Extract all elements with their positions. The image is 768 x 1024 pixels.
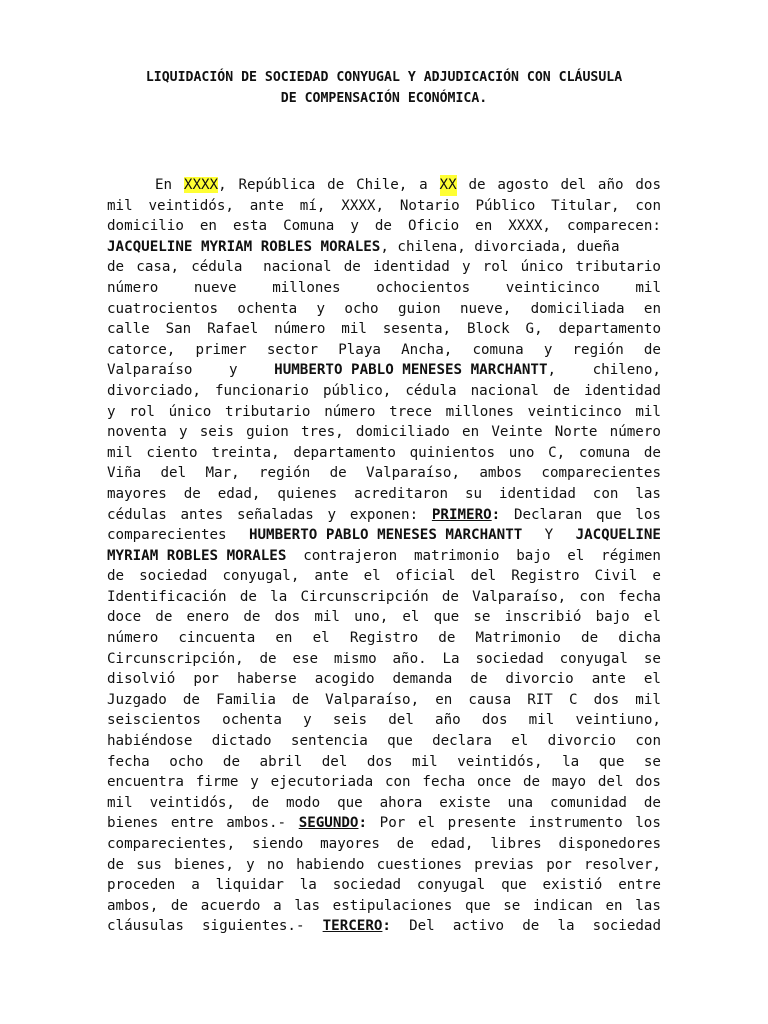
body-line: bienes entre ambos.- SEGUNDO: Por el presente instrumento los — [107, 815, 661, 832]
body-line: encuentra firme y ejecutoriada con fecha once de mayo del dos — [107, 774, 661, 791]
body-line: de sus bienes, y no habiendo cuestiones previas por resolver, — [107, 856, 661, 873]
body-line: mil ciento treinta, departamento quinientos uno C, comuna de — [107, 444, 661, 461]
body-line: mil veintidós, de modo que ahora existe una comunidad de — [107, 794, 661, 811]
clause-heading-tercero: TERCERO — [322, 918, 383, 935]
body-line: disolvió por haberse acogido demanda de divorcio ante el — [107, 671, 661, 688]
body-line: divorciado, funcionario público, cédula nacional de identidad — [107, 382, 661, 399]
body-line: ambos, de acuerdo a las estipulaciones que se indican en las — [107, 897, 661, 914]
body-line: catorce, primer sector Playa Ancha, comuna y región de — [107, 341, 661, 358]
body-line: y rol único tributario número trece millones veinticinco mil — [107, 403, 661, 420]
party-name: HUMBERTO PABLO MENESES MARCHANTT — [248, 527, 523, 544]
body-line: cláusulas siguientes.- TERCERO: Del activo de la sociedad — [107, 918, 661, 935]
party-name: JACQUELINE — [575, 527, 661, 544]
body-line: proceden a liquidar la sociedad conyugal que existió entre — [107, 877, 661, 894]
body-line: Circunscripción, de ese mismo año. La sociedad conyugal se — [107, 650, 661, 667]
body-line: habiéndose dictado sentencia que declara el divorcio con — [107, 733, 661, 750]
body-line: calle San Rafael número mil sesenta, Block G, departamento — [107, 321, 661, 338]
body-line: MYRIAM ROBLES MORALES contrajeron matrimonio bajo el régimen — [107, 546, 661, 567]
title-line-1: LIQUIDACIÓN DE SOCIEDAD CONYUGAL Y ADJUDICACIÓN CON CLÁUSULA — [145, 70, 623, 85]
body-line: domicilio en esta Comuna y de Oficio en XXXX, comparecen: — [107, 218, 661, 235]
clause-heading-primero: PRIMERO — [431, 506, 492, 523]
body-line: noventa y seis guion tres, domiciliado en Veinte Norte número — [107, 424, 661, 441]
placeholder-highlight: XXXX — [183, 177, 219, 193]
body-line: de casa, cédula nacional de identidad y rol único tributario — [107, 259, 661, 276]
party-name: JACQUELINE MYRIAM ROBLES MORALES — [107, 238, 381, 255]
party-name: MYRIAM ROBLES MORALES — [107, 547, 287, 564]
body-line: fecha ocho de abril del dos mil veintidós, la que se — [107, 753, 661, 770]
party-name: HUMBERTO PABLO MENESES MARCHANTT — [274, 362, 548, 379]
body-line: cuatrocientos ochenta y ocho guion nueve, domiciliada en — [107, 300, 661, 317]
body-line: En XXXX, República de Chile, a XX de agosto del año dos — [107, 175, 661, 196]
body-line: cédulas antes señaladas y exponen: PRIMERO: Declaran que los — [107, 506, 661, 523]
body-line: Viña del Mar, región de Valparaíso, ambos comparecientes — [107, 465, 661, 482]
body-line: de sociedad conyugal, ante el oficial del Registro Civil e — [107, 568, 661, 585]
body-line: comparecientes HUMBERTO PABLO MENESES MARCHANTT Y JACQUELINE — [107, 525, 661, 546]
body-line: comparecientes, siendo mayores de edad, libres disponedores — [107, 836, 661, 852]
body-line: Identificación de la Circunscripción de Valparaíso, con fecha — [107, 588, 661, 605]
body-line: seiscientos ochenta y seis del año dos mil veintiuno, — [107, 712, 661, 729]
document-body — [107, 175, 661, 937]
title-line-2: DE COMPENSACIÓN ECONÓMICA. — [280, 91, 488, 106]
document-title — [100, 67, 668, 109]
body-line: Valparaíso y HUMBERTO PABLO MENESES MARCHANTT, chileno, — [107, 362, 661, 379]
body-line: Juzgado de Familia de Valparaíso, en causa RIT C dos mil — [107, 691, 661, 708]
placeholder-highlight: XX — [440, 175, 457, 196]
clause-heading-segundo: SEGUNDO — [298, 815, 359, 832]
body-line: número nueve millones ochocientos veinticinco mil — [107, 279, 661, 296]
body-line: mil veintidós, ante mí, XXXX, Notario Público Titular, con — [107, 197, 661, 214]
body-line: número cincuenta en el Registro de Matrimonio de dicha — [107, 630, 661, 647]
body-line: JACQUELINE MYRIAM ROBLES MORALES , chilena, divorciada, dueña — [107, 237, 661, 258]
body-line: mayores de edad, quienes acreditaron su identidad con las — [107, 485, 661, 502]
body-line: doce de enero de dos mil uno, el que se inscribió bajo el — [107, 609, 661, 626]
